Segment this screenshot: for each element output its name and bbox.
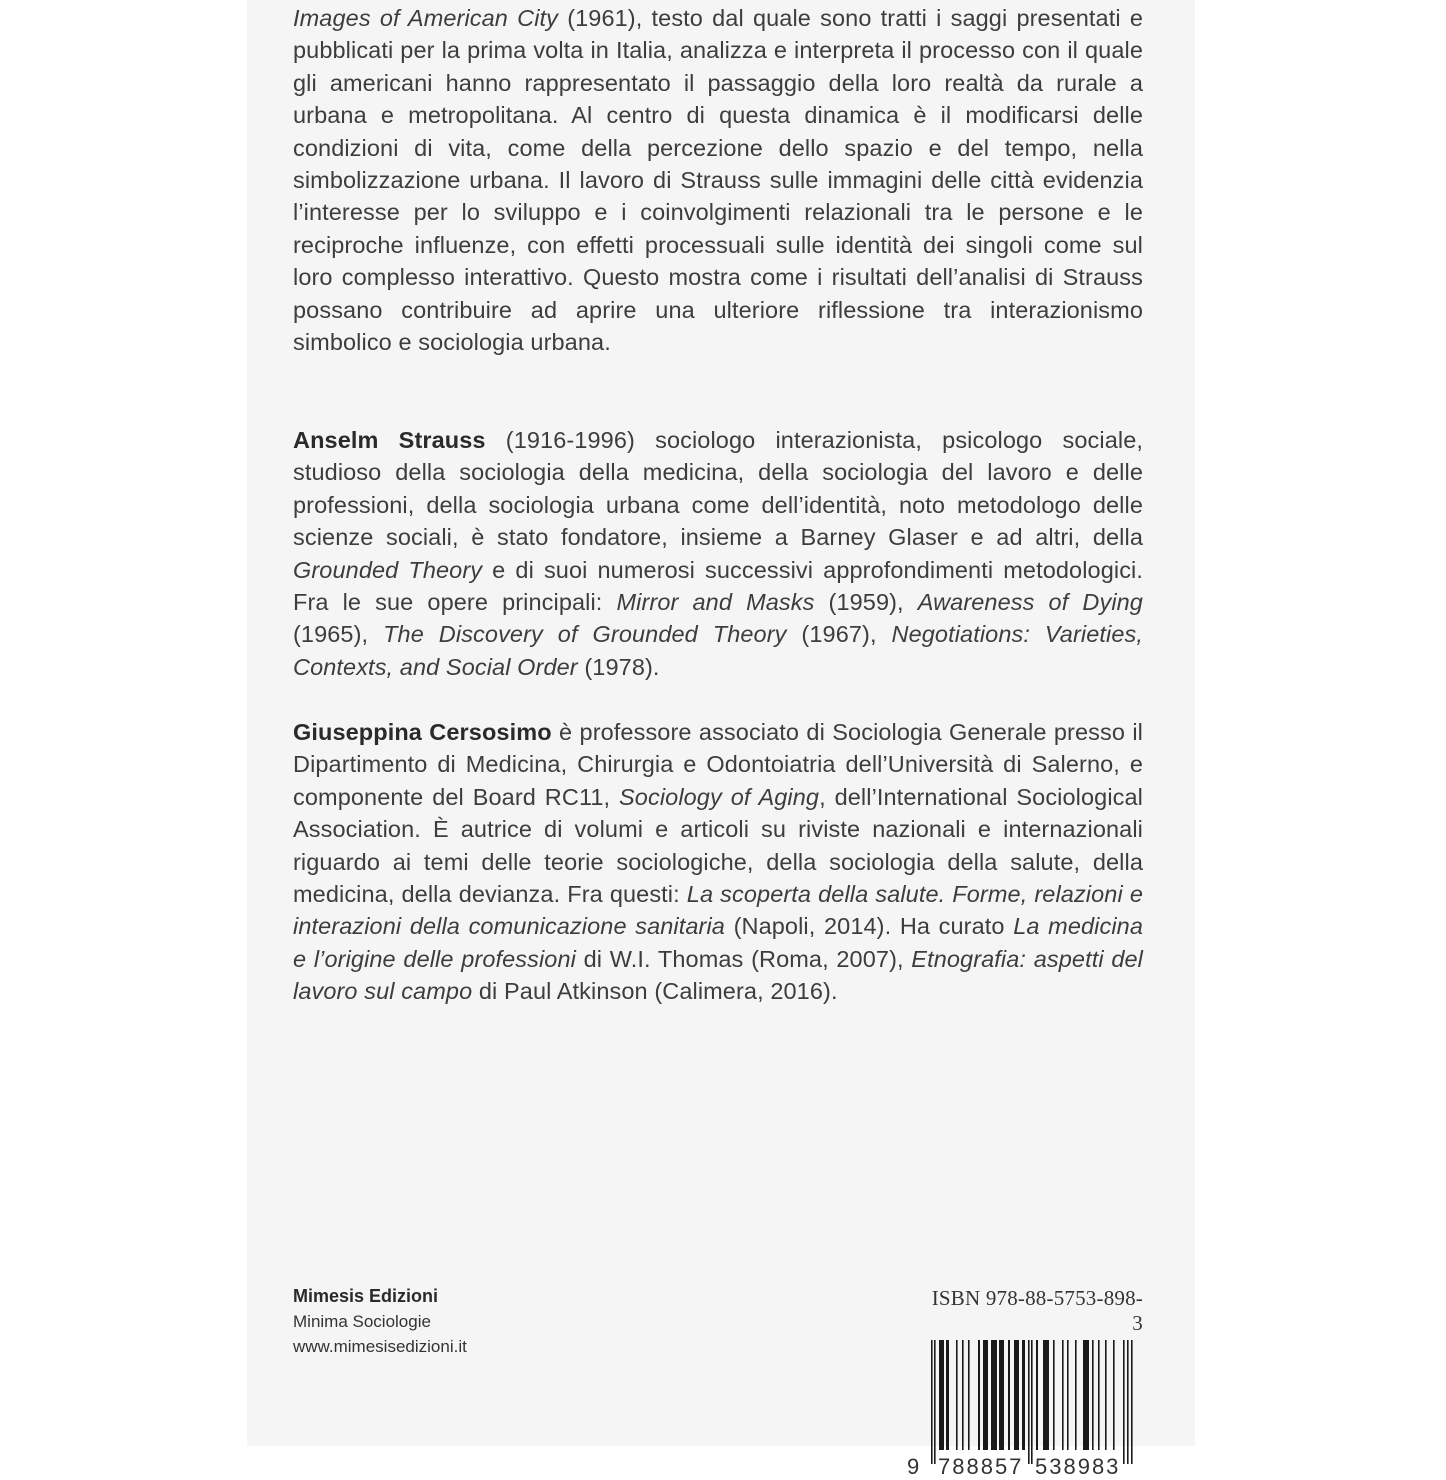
italic-title: The Discovery of Grounded Theory [383,621,787,648]
series-name: Minima Sociologie [293,1312,431,1331]
text-run: (1961), testo dal quale sono tratti i saggi presentati e pubblicati per la prima volta in Italia, analizza e interpreta il processo con il quale gli americani hanno rappresentato il passaggio della loro realtà da rurale a urbana e metropolitana. Al centro di questa dinamica è il modificarsi delle condizioni di vita, come della percezione dello spazio e del tempo, nella simbolizzazione urbana. Il lavoro di Strauss sulle immagini delle città evidenzia l’interesse per lo sviluppo e i coinvolgimenti relazionali tra le persone e le reciproche influenze, con effetti processuali sulle identità dei singoli come sul loro complesso interattivo. Questo mostra come i risultati dell’analisi di Strauss possano contribuire ad aprire una ulteriore riflessione tra interazionismo simbolico e sociologia urbana. [293,5,1144,356]
italic-title: La scoperta della salute. Forme, relazioni e interazioni della comunicazione sanitaria [293,881,1143,940]
text-run: di W.I. Thomas (Roma, 2007), [575,945,912,972]
author-bio-text [293,427,1143,680]
italic-title: Negotiations: Varieties, Contexts, and Social Order [293,621,1143,680]
book-back-cover [247,0,1195,1479]
text-run: è professore associato di Sociologia Generale presso il Dipartimento di Medicina, Chirurgia e Odontoiatria dell’Università di Salerno, e componente del Board RC11, [293,719,1143,810]
italic-title: Sociology of Aging [619,783,820,810]
text-run: (1959), [814,589,918,616]
barcode-digits-left: 788857 [938,1454,1024,1479]
author-bio-cersosimo [293,716,1143,1008]
italic-title: Images of American City [293,5,559,31]
publisher-name: Mimesis Edizioni [293,1286,439,1306]
barcode-digits-right: 538983 [1035,1454,1121,1479]
text-run: (1978). [577,653,660,680]
author-bio-strauss [293,424,1143,683]
author-bio-text [293,719,1143,1004]
text-run: (Napoli, 2014). Ha curato [724,913,1014,940]
italic-title: Awareness of Dying [917,589,1143,616]
synopsis-paragraph [293,2,1143,358]
italic-title: La medicina e l’origine delle professioni [293,913,1143,972]
italic-title: Etnografia: aspetti del lavoro sul campo [293,945,1143,1005]
publisher-info [293,1284,467,1359]
text-run: di Paul Atkinson (Calimera, 2016). [472,978,838,1005]
author-name: Giuseppina Cersosimo [293,719,552,745]
barcode-icon [907,1340,1143,1479]
author-name: Anselm Strauss [293,427,486,453]
barcode-block [907,1286,1143,1479]
text-run: (1967), [786,621,892,648]
isbn-label: ISBN 978-88-5753-898-3 [931,1286,1143,1335]
text-run: e di suoi numerosi successivi approfondimenti metodologici. Fra le sue opere principali: [293,556,1143,616]
text-run: , dell’International Sociological Association. È autrice di volumi e articoli su riviste nazionali e internazionali riguardo ai temi delle teorie sociologiche, della sociologia della salute, della medicina, della devianza. Fra questi: [293,783,1143,908]
italic-title: Grounded Theory [293,556,483,583]
text-run: (1965), [293,621,384,648]
barcode-digit-first: 9 [907,1454,920,1479]
text-run: (1916-1996) sociologo interazionista, psicologo sociale, studioso della sociologia della medicina, della sociologia del lavoro e delle professioni, della sociologia urbana come dell’identità, noto metodologo delle scienze sociali, è stato fondatore, insieme a Barney Glaser e ad altri, della [293,427,1143,551]
publisher-website: www.mimesisedizioni.it [293,1337,467,1356]
italic-title: Mirror and Masks [616,589,815,616]
